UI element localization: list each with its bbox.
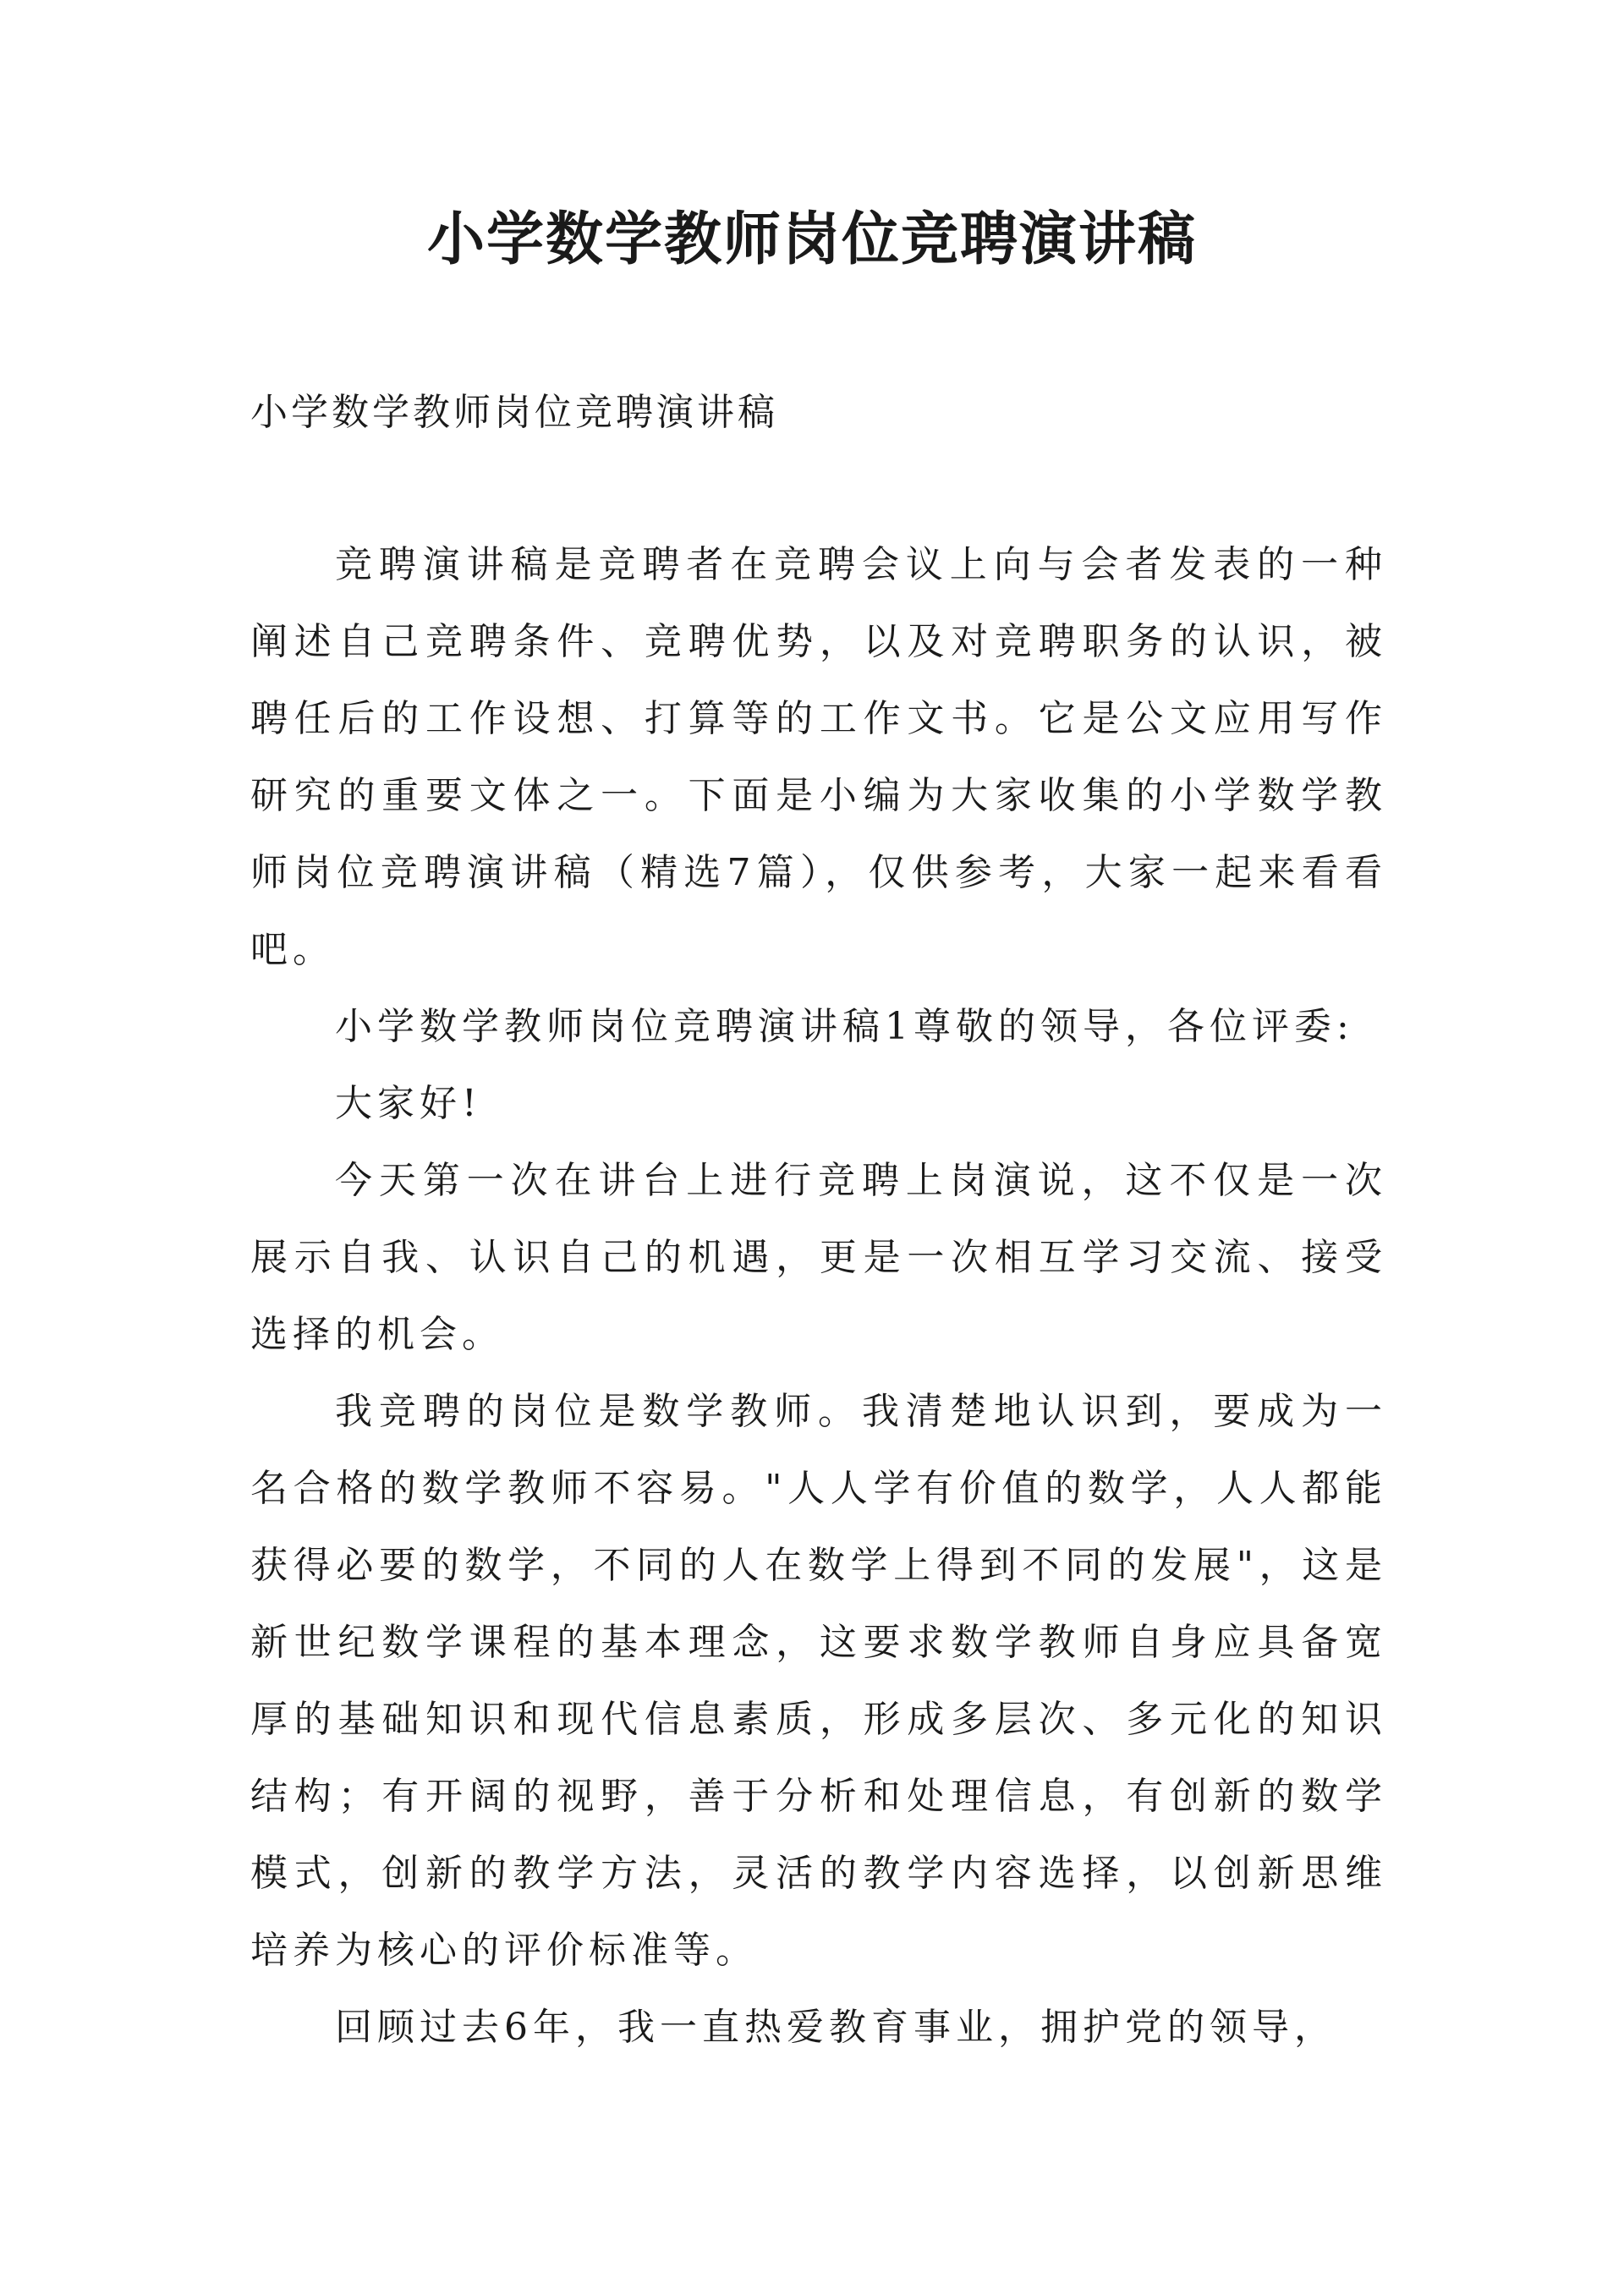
document-title: 小学数学教师岗位竞聘演讲稿 bbox=[426, 206, 1197, 273]
paragraph-review: 回顾过去6年，我一直热爱教育事业，拥护党的领导， bbox=[335, 2006, 1336, 2049]
paragraph-intro: 竞聘演讲稿是竞聘者在竞聘会议上向与会者发表的一种阐述自己竞聘条件、竞聘优势，以及对竞聘职务的认识，被聘任后的工作设想、打算等的工作文书。它是公文应用写作研究的重要文体之一。下面是小编为大家收集的小学数学教师岗位竞聘演讲稿（精选7篇），仅供参考，大家一起来看看吧。 bbox=[250, 543, 1387, 971]
paragraph-greeting: 大家好! bbox=[335, 1082, 482, 1125]
document-body bbox=[250, 526, 1387, 2066]
paragraph-position: 我竞聘的岗位是数学教师。我清楚地认识到，要成为一名合格的数学教师不容易。"人人学有价值的数学，人人都能获得必要的数学，不同的人在数学上得到不同的发展"，这是新世纪数学课程的基本理念，这要求数学教师自身应具备宽厚的基础知识和现代信息素质，形成多层次、多元化的知识结构；有开阔的视野，善于分析和处理信息，有创新的数学模式，创新的教学方法，灵活的教学内容选择，以创新思维培养为核心的评价标准等。 bbox=[250, 1390, 1387, 1972]
paragraph-opening: 今天第一次在讲台上进行竞聘上岗演说，这不仅是一次展示自我、认识自己的机遇，更是一次相互学习交流、接受选择的机会。 bbox=[250, 1159, 1387, 1356]
paragraph-salutation: 小学数学教师岗位竞聘演讲稿1尊敬的领导，各位评委: bbox=[335, 1005, 1354, 1048]
document-subtitle: 小学数学教师岗位竞聘演讲稿 bbox=[250, 391, 778, 434]
